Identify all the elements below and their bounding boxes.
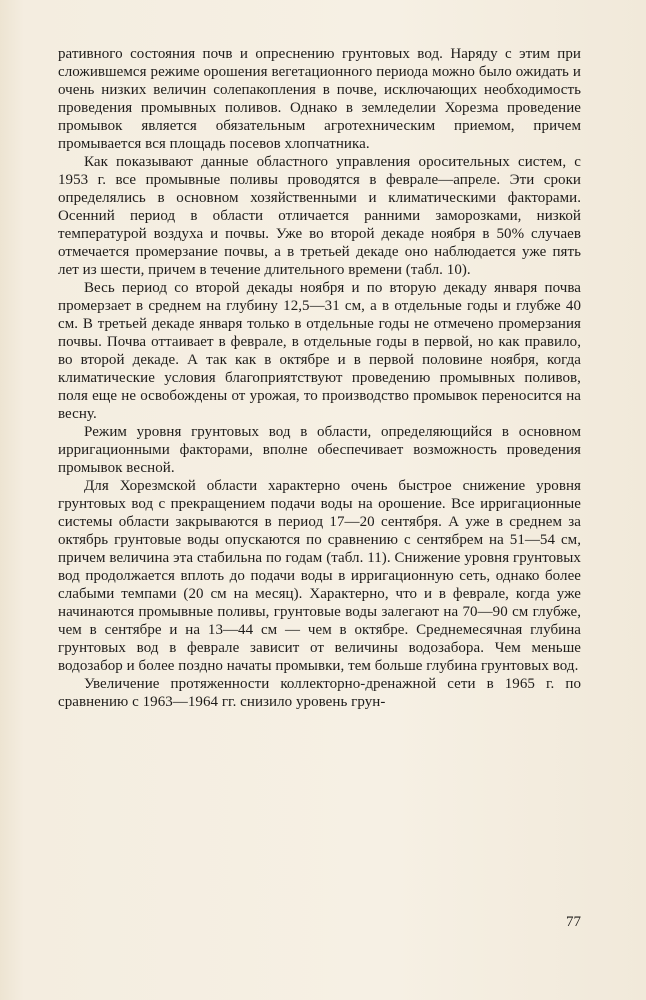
paragraph-5: Для Хорезмской области характерно очень быстрое снижение уровня грунтовых вод с прекращением подачи воды на орошение. Все ирригационные системы области закрываются в период 17—20 сентября. А уже в среднем за октябрь грунтовые воды опускаются по сравнению с сентябрем на 51—54 см, причем величина эта стабильна по годам (табл. 11). Снижение уровня грунтовых вод продолжается вплоть до подачи воды в ирригационную сеть, однако более слабыми темпами (20 см на месяц). Характерно, что и в феврале, когда уже начинаются промывные поливы, грунтовые воды залегают на 70—90 см глубже, чем в сентябре и на 13—44 см — чем в октябре. Среднемесячная глубина грунтовых вод в феврале зависит от величины водозабора. Чем меньше водозабор и более поздно начаты промывки, тем больше глубина грунтовых вод. (58, 478, 581, 674)
page-number: 77 (566, 914, 581, 930)
body-text (58, 45, 581, 711)
paragraph-6: Увеличение протяженности коллекторно-дренажной сети в 1965 г. по сравнению с 1963—1964 гг. снизило уровень грун- (58, 676, 581, 710)
paragraph-3: Весь период со второй декады ноября и по вторую декаду января почва промерзает в среднем на глубину 12,5—31 см, а в отдельные годы и глубже 40 см. В третьей декаде января только в отдельные годы не отмечено промерзания почвы. Почва оттаивает в феврале, в отдельные годы в первой, но как правило, во второй декаде. А так как в октябре и в первой половине ноября, когда климатические условия благоприятствуют проведению промывных поливов, поля еще не освобождены от урожая, то производство промывок переносится на весну. (58, 280, 581, 422)
paragraph-1: ративного состояния почв и опреснению грунтовых вод. Наряду с этим при сложившемся режиме орошения вегетационного периода можно было ожидать и очень низких величин солепакопления в почве, исключающих необходимость проведения промывных поливов. Однако в земледелии Хорезма проведение промывок является обязательным агротехническим приемом, причем промывается вся площадь посевов хлопчатника. (58, 46, 581, 152)
paragraph-2: Как показывают данные областного управления оросительных систем, с 1953 г. все промывные поливы проводятся в феврале—апреле. Эти сроки определялись в основном хозяйственными и климатическими факторами. Осенний период в области отличается ранними заморозками, низкой температурой воздуха и почвы. Уже во второй декаде ноября в 50% случаев отмечается промерзание почвы, а в третьей декаде оно наблюдается уже пять лет из шести, причем в течение длительного времени (табл. 10). (58, 154, 581, 278)
paragraph-4: Режим уровня грунтовых вод в области, определяющийся в основном ирригационными факторами, вполне обеспечивает возможность проведения промывок весной. (58, 424, 581, 476)
